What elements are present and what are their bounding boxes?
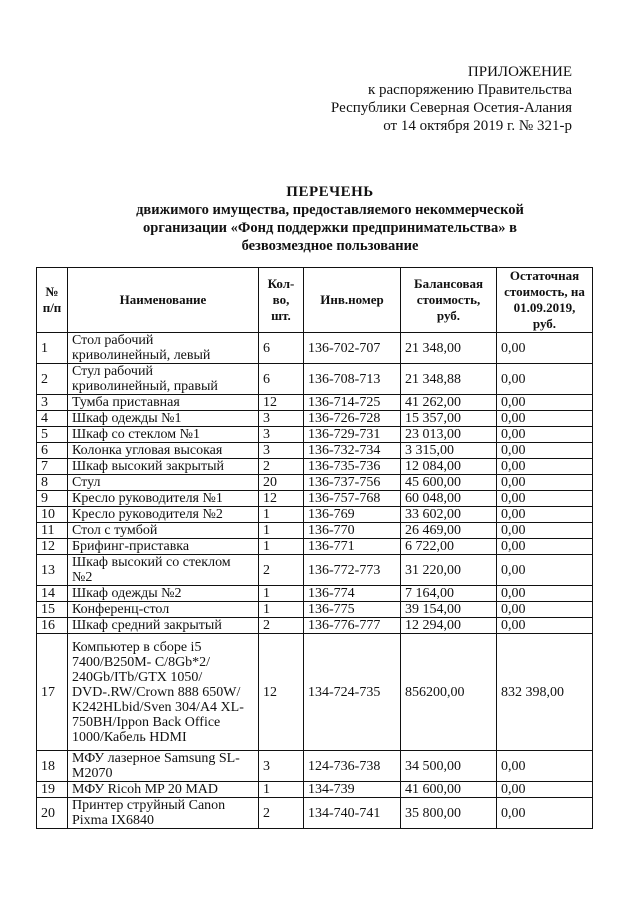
appendix-order-ref: к распоряжению Правительства <box>367 82 572 98</box>
document-title <box>100 183 560 255</box>
table-row <box>37 634 593 751</box>
cell-residual: 0,00 <box>497 555 593 586</box>
cell-inv: 136-770 <box>304 523 401 539</box>
cell-balance: 35 800,00 <box>401 798 497 829</box>
cell-qty: 1 <box>259 586 304 602</box>
table-row <box>37 798 593 829</box>
table-row <box>37 507 593 523</box>
cell-qty: 3 <box>259 427 304 443</box>
table-row <box>37 618 593 634</box>
cell-name: Принтер струйный Canon Pixma IX6840 <box>68 798 259 829</box>
cell-inv: 124-736-738 <box>304 751 401 782</box>
cell-residual: 0,00 <box>497 443 593 459</box>
cell-inv: 136-775 <box>304 602 401 618</box>
cell-qty: 2 <box>259 618 304 634</box>
title-line-3: безвозмездное пользование <box>241 238 419 254</box>
cell-num: 2 <box>37 364 68 395</box>
cell-name: Шкаф одежды №1 <box>68 411 259 427</box>
cell-inv: 136-714-725 <box>304 395 401 411</box>
cell-residual: 0,00 <box>497 395 593 411</box>
cell-inv: 136-769 <box>304 507 401 523</box>
cell-residual: 0,00 <box>497 539 593 555</box>
cell-inv: 136-737-756 <box>304 475 401 491</box>
cell-balance: 26 469,00 <box>401 523 497 539</box>
cell-num: 4 <box>37 411 68 427</box>
cell-num: 14 <box>37 586 68 602</box>
cell-inv: 134-724-735 <box>304 634 401 751</box>
cell-name: Шкаф высокий закрытый <box>68 459 259 475</box>
appendix-label: ПРИЛОЖЕНИЕ <box>467 64 572 80</box>
cell-num: 19 <box>37 782 68 798</box>
cell-qty: 1 <box>259 523 304 539</box>
property-table <box>36 267 593 829</box>
cell-inv: 134-740-741 <box>304 798 401 829</box>
table-row <box>37 539 593 555</box>
table-row <box>37 555 593 586</box>
table-row <box>37 475 593 491</box>
cell-num: 17 <box>37 634 68 751</box>
cell-balance: 41 262,00 <box>401 395 497 411</box>
cell-qty: 1 <box>259 507 304 523</box>
cell-name: МФУ лазерное Samsung SL-M2070 <box>68 751 259 782</box>
header-qty: Кол-во, шт. <box>259 268 304 333</box>
cell-residual: 0,00 <box>497 586 593 602</box>
cell-name: МФУ Ricoh MP 20 MAD <box>68 782 259 798</box>
cell-residual: 0,00 <box>497 798 593 829</box>
cell-name: Стул рабочий криволинейный, правый <box>68 364 259 395</box>
table-row <box>37 602 593 618</box>
cell-num: 5 <box>37 427 68 443</box>
cell-name: Кресло руководителя №1 <box>68 491 259 507</box>
header-name: Наименование <box>68 268 259 333</box>
cell-qty: 1 <box>259 782 304 798</box>
cell-qty: 2 <box>259 798 304 829</box>
cell-residual: 0,00 <box>497 411 593 427</box>
cell-qty: 3 <box>259 411 304 427</box>
cell-balance: 12 294,00 <box>401 618 497 634</box>
header-residual: Остаточная стоимость, на 01.09.2019, руб. <box>497 268 593 333</box>
table-row <box>37 751 593 782</box>
cell-residual: 0,00 <box>497 333 593 364</box>
cell-num: 8 <box>37 475 68 491</box>
cell-inv: 136-702-707 <box>304 333 401 364</box>
cell-inv: 136-708-713 <box>304 364 401 395</box>
cell-residual: 0,00 <box>497 507 593 523</box>
cell-num: 10 <box>37 507 68 523</box>
table-row <box>37 333 593 364</box>
cell-residual: 0,00 <box>497 523 593 539</box>
cell-balance: 12 084,00 <box>401 459 497 475</box>
cell-name: Стул <box>68 475 259 491</box>
cell-num: 1 <box>37 333 68 364</box>
cell-qty: 12 <box>259 491 304 507</box>
cell-inv: 136-757-768 <box>304 491 401 507</box>
table-row <box>37 782 593 798</box>
cell-residual: 0,00 <box>497 618 593 634</box>
cell-qty: 1 <box>259 539 304 555</box>
title-main: ПЕРЕЧЕНЬ <box>286 184 374 200</box>
cell-name: Шкаф со стеклом №1 <box>68 427 259 443</box>
cell-residual: 0,00 <box>497 459 593 475</box>
cell-name: Кресло руководителя №2 <box>68 507 259 523</box>
cell-qty: 20 <box>259 475 304 491</box>
cell-num: 13 <box>37 555 68 586</box>
table-body <box>37 333 593 829</box>
cell-balance: 31 220,00 <box>401 555 497 586</box>
cell-balance: 21 348,00 <box>401 333 497 364</box>
cell-balance: 33 602,00 <box>401 507 497 523</box>
table-row <box>37 491 593 507</box>
header-num: № п/п <box>37 268 68 333</box>
cell-residual: 0,00 <box>497 751 593 782</box>
cell-inv: 136-732-734 <box>304 443 401 459</box>
cell-inv: 136-774 <box>304 586 401 602</box>
cell-balance: 856200,00 <box>401 634 497 751</box>
cell-balance: 3 315,00 <box>401 443 497 459</box>
table-row <box>37 459 593 475</box>
cell-name: Брифинг-приставка <box>68 539 259 555</box>
cell-balance: 45 600,00 <box>401 475 497 491</box>
cell-num: 6 <box>37 443 68 459</box>
cell-balance: 21 348,88 <box>401 364 497 395</box>
cell-name: Шкаф одежды №2 <box>68 586 259 602</box>
cell-residual: 0,00 <box>497 364 593 395</box>
cell-name: Конференц-стол <box>68 602 259 618</box>
cell-residual: 0,00 <box>497 491 593 507</box>
cell-balance: 6 722,00 <box>401 539 497 555</box>
cell-balance: 15 357,00 <box>401 411 497 427</box>
cell-balance: 7 164,00 <box>401 586 497 602</box>
cell-name: Шкаф средний закрытый <box>68 618 259 634</box>
cell-num: 3 <box>37 395 68 411</box>
appendix-header <box>331 63 572 135</box>
cell-qty: 2 <box>259 459 304 475</box>
cell-balance: 41 600,00 <box>401 782 497 798</box>
table-row <box>37 395 593 411</box>
cell-inv: 136-776-777 <box>304 618 401 634</box>
cell-num: 12 <box>37 539 68 555</box>
cell-qty: 2 <box>259 555 304 586</box>
cell-inv: 136-735-736 <box>304 459 401 475</box>
cell-name: Стол с тумбой <box>68 523 259 539</box>
cell-num: 16 <box>37 618 68 634</box>
cell-residual: 0,00 <box>497 782 593 798</box>
header-inv: Инв.номер <box>304 268 401 333</box>
table-row <box>37 364 593 395</box>
cell-name: Колонка угловая высокая <box>68 443 259 459</box>
cell-residual: 0,00 <box>497 602 593 618</box>
title-line-2: организации «Фонд поддержки предпринимательства» в <box>143 220 517 236</box>
table-row <box>37 443 593 459</box>
cell-qty: 6 <box>259 364 304 395</box>
cell-residual: 0,00 <box>497 475 593 491</box>
cell-balance: 23 013,00 <box>401 427 497 443</box>
cell-name: Стол рабочий криволинейный, левый <box>68 333 259 364</box>
cell-qty: 6 <box>259 333 304 364</box>
cell-balance: 39 154,00 <box>401 602 497 618</box>
cell-num: 11 <box>37 523 68 539</box>
title-line-1: движимого имущества, предоставляемого некоммерческой <box>136 202 524 218</box>
cell-name: Тумба приставная <box>68 395 259 411</box>
cell-qty: 12 <box>259 395 304 411</box>
cell-qty: 3 <box>259 751 304 782</box>
cell-inv: 136-729-731 <box>304 427 401 443</box>
header-balance: Балансовая стоимость, руб. <box>401 268 497 333</box>
cell-inv: 134-739 <box>304 782 401 798</box>
table-row <box>37 586 593 602</box>
cell-name: Шкаф высокий со стеклом №2 <box>68 555 259 586</box>
table-header-row <box>37 268 593 333</box>
cell-name: Компьютер в сборе i5 7400/B250M- C/8Gb*2/ 240Gb/ITb/GTX 1050/ DVD-.RW/Crown 888 650W/ K242HLbid/Sven 304/A4 XL-750BH/Ippon Back Office 1000/Кабель HDMI <box>68 634 259 751</box>
cell-qty: 3 <box>259 443 304 459</box>
cell-balance: 34 500,00 <box>401 751 497 782</box>
table-row <box>37 411 593 427</box>
cell-balance: 60 048,00 <box>401 491 497 507</box>
cell-num: 15 <box>37 602 68 618</box>
table-row <box>37 427 593 443</box>
appendix-government: Республики Северная Осетия-Алания <box>330 100 572 116</box>
cell-inv: 136-771 <box>304 539 401 555</box>
cell-inv: 136-772-773 <box>304 555 401 586</box>
cell-residual: 0,00 <box>497 427 593 443</box>
cell-residual: 832 398,00 <box>497 634 593 751</box>
cell-num: 18 <box>37 751 68 782</box>
cell-num: 9 <box>37 491 68 507</box>
cell-qty: 1 <box>259 602 304 618</box>
cell-num: 7 <box>37 459 68 475</box>
table-row <box>37 523 593 539</box>
cell-inv: 136-726-728 <box>304 411 401 427</box>
cell-num: 20 <box>37 798 68 829</box>
cell-qty: 12 <box>259 634 304 751</box>
appendix-date-number: от 14 октября 2019 г. № 321-р <box>383 118 572 134</box>
